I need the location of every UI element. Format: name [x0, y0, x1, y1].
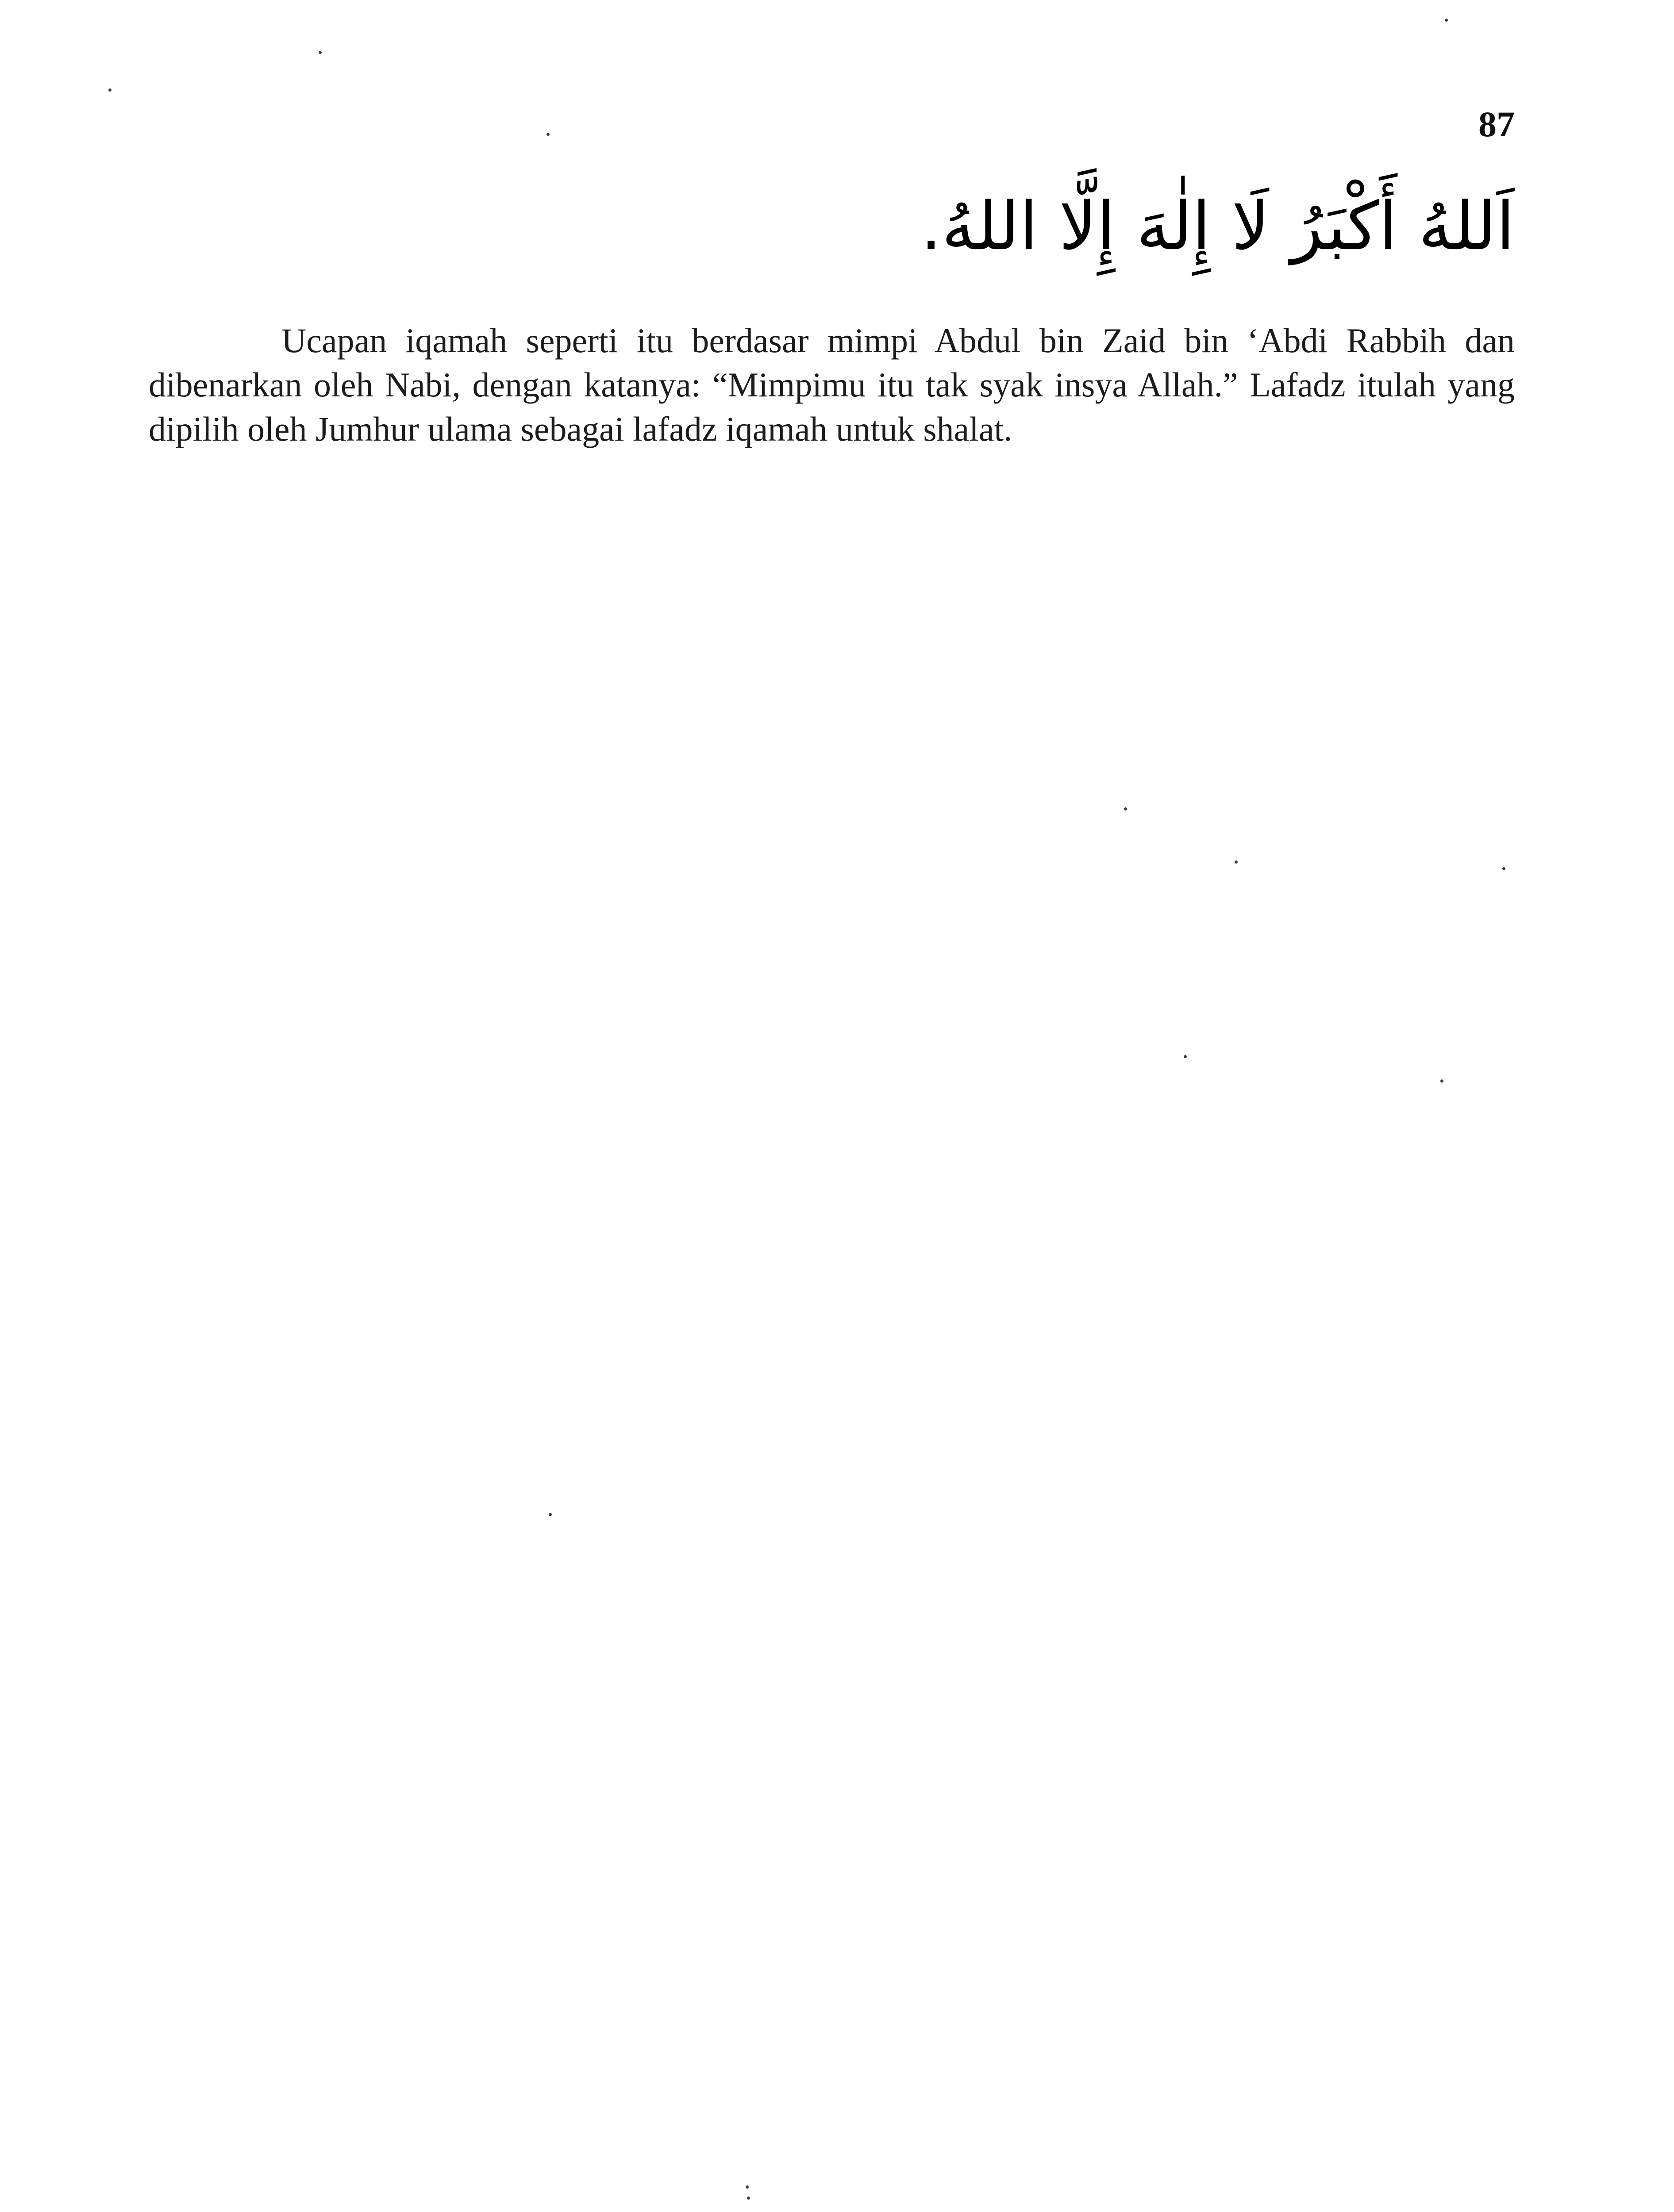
scan-speck	[1445, 19, 1448, 22]
scan-speck	[1502, 867, 1505, 870]
scan-speck	[108, 88, 112, 92]
page-number: 87	[1478, 104, 1515, 144]
scan-speck	[1184, 1055, 1187, 1058]
scan-speck	[319, 51, 322, 54]
scan-speck	[549, 1513, 552, 1516]
scan-speck	[746, 2185, 749, 2189]
scan-speck	[1124, 807, 1127, 810]
arabic-iqamah-phrase: اَللهُ أَكْبَرُ لَا إِلٰهَ إِلَّا اللهُ.	[920, 188, 1515, 265]
body-paragraph: Ucapan iqamah seperti itu berdasar mimpi Abdul bin Zaid bin ‘Abdi Rabbih dan dibenarkan oleh Nabi, dengan katanya: “Mimpimu itu tak syak insya Allah.” Lafadz itulah yang dipilih oleh Jumhur ulama sebagai lafadz iqamah untuk shalat.	[149, 321, 1515, 448]
scan-speck	[1235, 860, 1238, 864]
scan-speck	[546, 133, 550, 136]
scan-speck	[1440, 1079, 1443, 1083]
scan-speck	[747, 2197, 750, 2200]
